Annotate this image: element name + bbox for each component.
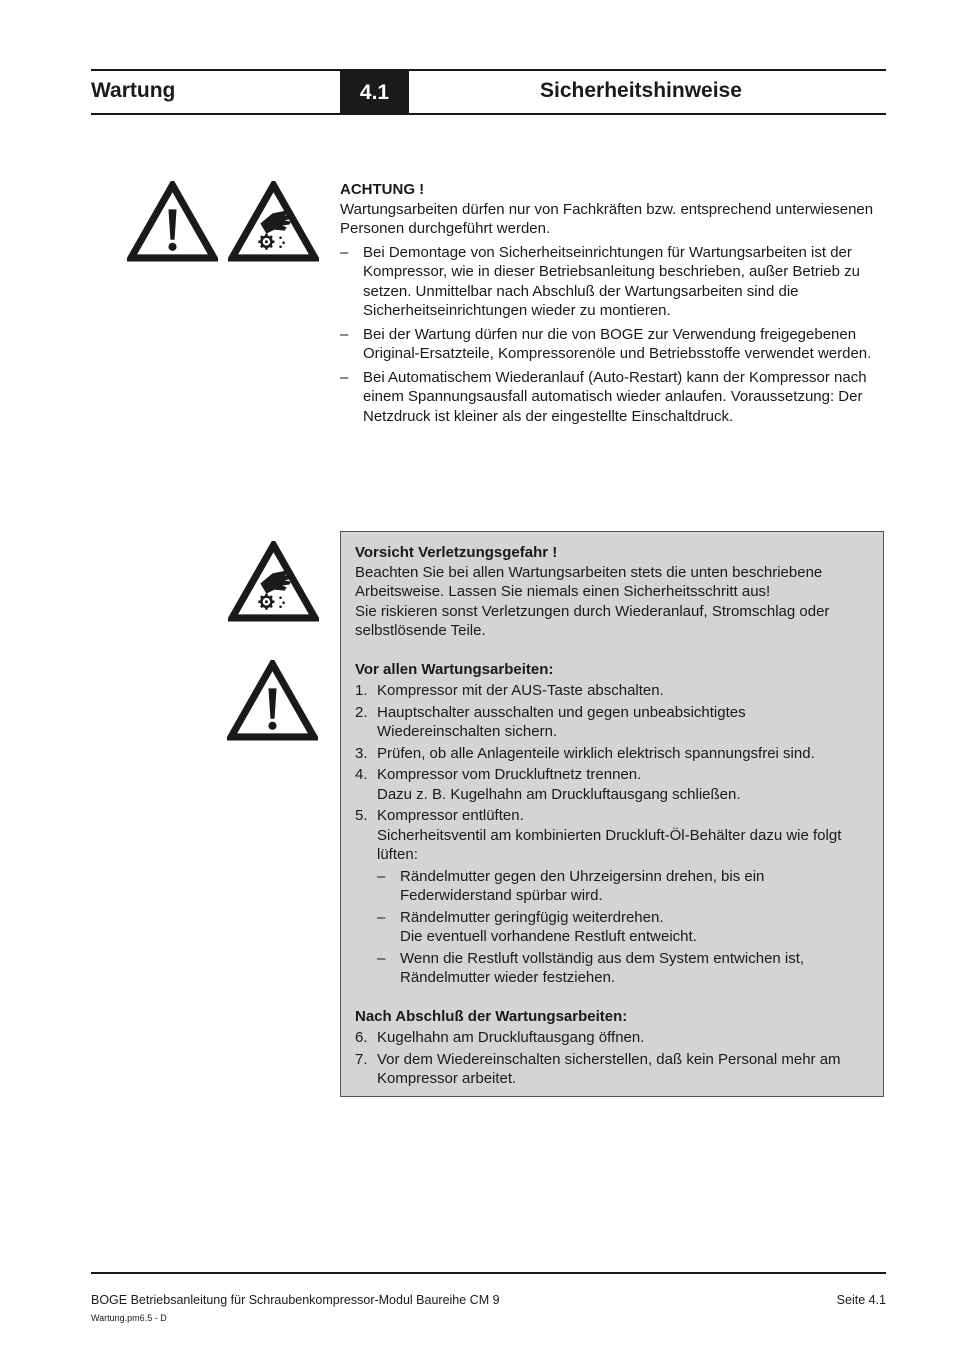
section-number: 4.1 [340,71,409,114]
section-title: Sicherheitshinweise [540,79,742,102]
step-body [377,806,869,865]
warning-bullet-text: Bei Automatischem Wiederanlauf (Auto-Restart) kann der Kompressor nach einem Spannungsausfall automatisch wieder anlaufen. Voraussetzung: Der Netzdruck ist kleiner als der eingestellte Einschaltdruck. [363,368,867,425]
warning-exclamation-icon [227,660,318,741]
list-item [355,703,869,742]
warning-bullet [340,243,885,321]
warning-bullet-text: Bei der Wartung dürfen nur die von BOGE zur Verwendung freigegebenen Original-Ersatzteile, Kompressorenöle und Betriebsstoffe verwendet werden. [363,325,872,362]
step-text: Vor dem Wiedereinschalten sicherstellen, daß kein Personal mehr am Kompressor arbeitet. [377,1050,841,1087]
warning-bullet [340,325,885,364]
sub-step [377,949,869,988]
sub-step [377,908,869,947]
warning-intro: Wartungsarbeiten dürfen nur von Fachkräften bzw. entsprechend unterwiesenen Personen durchgeführt werden. [340,200,874,237]
list-item [355,1050,869,1089]
after-heading: Nach Abschluß der Wartungsarbeiten: [355,1007,628,1025]
dash-marker: – [377,867,386,885]
step-text: Kugelhahn am Druckluftausgang öffnen. [377,1029,645,1046]
hand-gear-hazard-icon [228,541,319,622]
source-file: Wartung.pm6.5 - D [91,1313,167,1323]
footer-rule [91,1272,886,1274]
list-item [355,681,869,701]
step-body [377,765,869,804]
step-text: Prüfen, ob alle Anlagenteile wirklich elektrisch spannungsfrei sind. [377,744,815,762]
step-text: Hauptschalter ausschalten und gegen unbeabsichtigtes Wiedereinschalten sichern. [377,703,746,740]
caution-intro-2: Sie riskieren sonst Verletzungen durch Wiederanlauf, Stromschlag oder selbstlösende Teile. [355,602,830,639]
dash-marker: – [340,243,349,261]
page-number: Seite 4.1 [836,1293,886,1307]
step-number: 6. [355,1029,368,1046]
step-number: 5. [355,807,368,824]
footer-text: BOGE Betriebsanleitung für Schraubenkompressor-Modul Baureihe CM 9 [91,1293,500,1307]
step-extra: Dazu z. B. Kugelhahn am Druckluftausgang schließen. [377,785,741,803]
step-extra: Sicherheitsventil am kombinierten Druckluft-Öl-Behälter dazu wie folgt lüften: [377,826,842,863]
list-item [355,1028,869,1048]
dash-marker: – [377,908,386,926]
warning-block [340,180,885,426]
warning-bullet [340,368,885,427]
step-number: 1. [355,682,368,699]
dash-marker: – [340,368,349,386]
list-item [355,806,869,865]
sub-step-text: Rändelmutter geringfügig weiterdrehen. Die eventuell vorhandene Restluft entweicht. [400,908,697,945]
before-heading: Vor allen Wartungsarbeiten: [355,660,554,678]
header-top-rule [91,69,886,71]
step-text: Kompressor vom Druckluftnetz trennen. [377,766,642,783]
step-number: 2. [355,703,368,721]
warning-exclamation-icon [127,181,218,262]
caution-intro: Beachten Sie bei allen Wartungsarbeiten stets die unten beschriebene Arbeitsweise. Lassen Sie niemals einen Sicherheitsschritt aus! [355,563,823,600]
dash-marker: – [340,325,349,343]
step-text: Kompressor entlüften. [377,807,524,824]
step-number: 3. [355,744,368,762]
dash-marker: – [377,949,386,967]
list-item [355,744,869,764]
caution-heading: Vorsicht Verletzungsgefahr ! [355,544,558,561]
warning-bullet-text: Bei Demontage von Sicherheitseinrichtungen für Wartungsarbeiten ist der Kompressor, wie in dieser Betriebsanleitung beschrieben, außer Betrieb zu setzen. Unmittelbar nach Abschluß der Wartungsarbeiten sind die Sicherheitseinrichtungen wieder zu montieren. [363,243,860,319]
sub-step-text: Wenn die Restluft vollständig aus dem System entwichen ist, Rändelmutter wieder festziehen. [400,949,805,986]
sub-step-text: Rändelmutter gegen den Uhrzeigersinn drehen, bis ein Federwiderstand spürbar wird. [400,867,765,904]
step-number: 7. [355,1050,368,1068]
step-text: Kompressor mit der AUS-Taste abschalten. [377,682,664,699]
list-item [355,765,869,804]
header-bottom-rule [91,113,886,115]
sub-step [377,867,869,906]
hand-gear-hazard-icon [228,181,319,262]
warning-heading: ACHTUNG ! [340,181,425,198]
caution-box [340,531,884,1097]
step-number: 4. [355,766,368,783]
chapter-title: Wartung [91,79,176,102]
